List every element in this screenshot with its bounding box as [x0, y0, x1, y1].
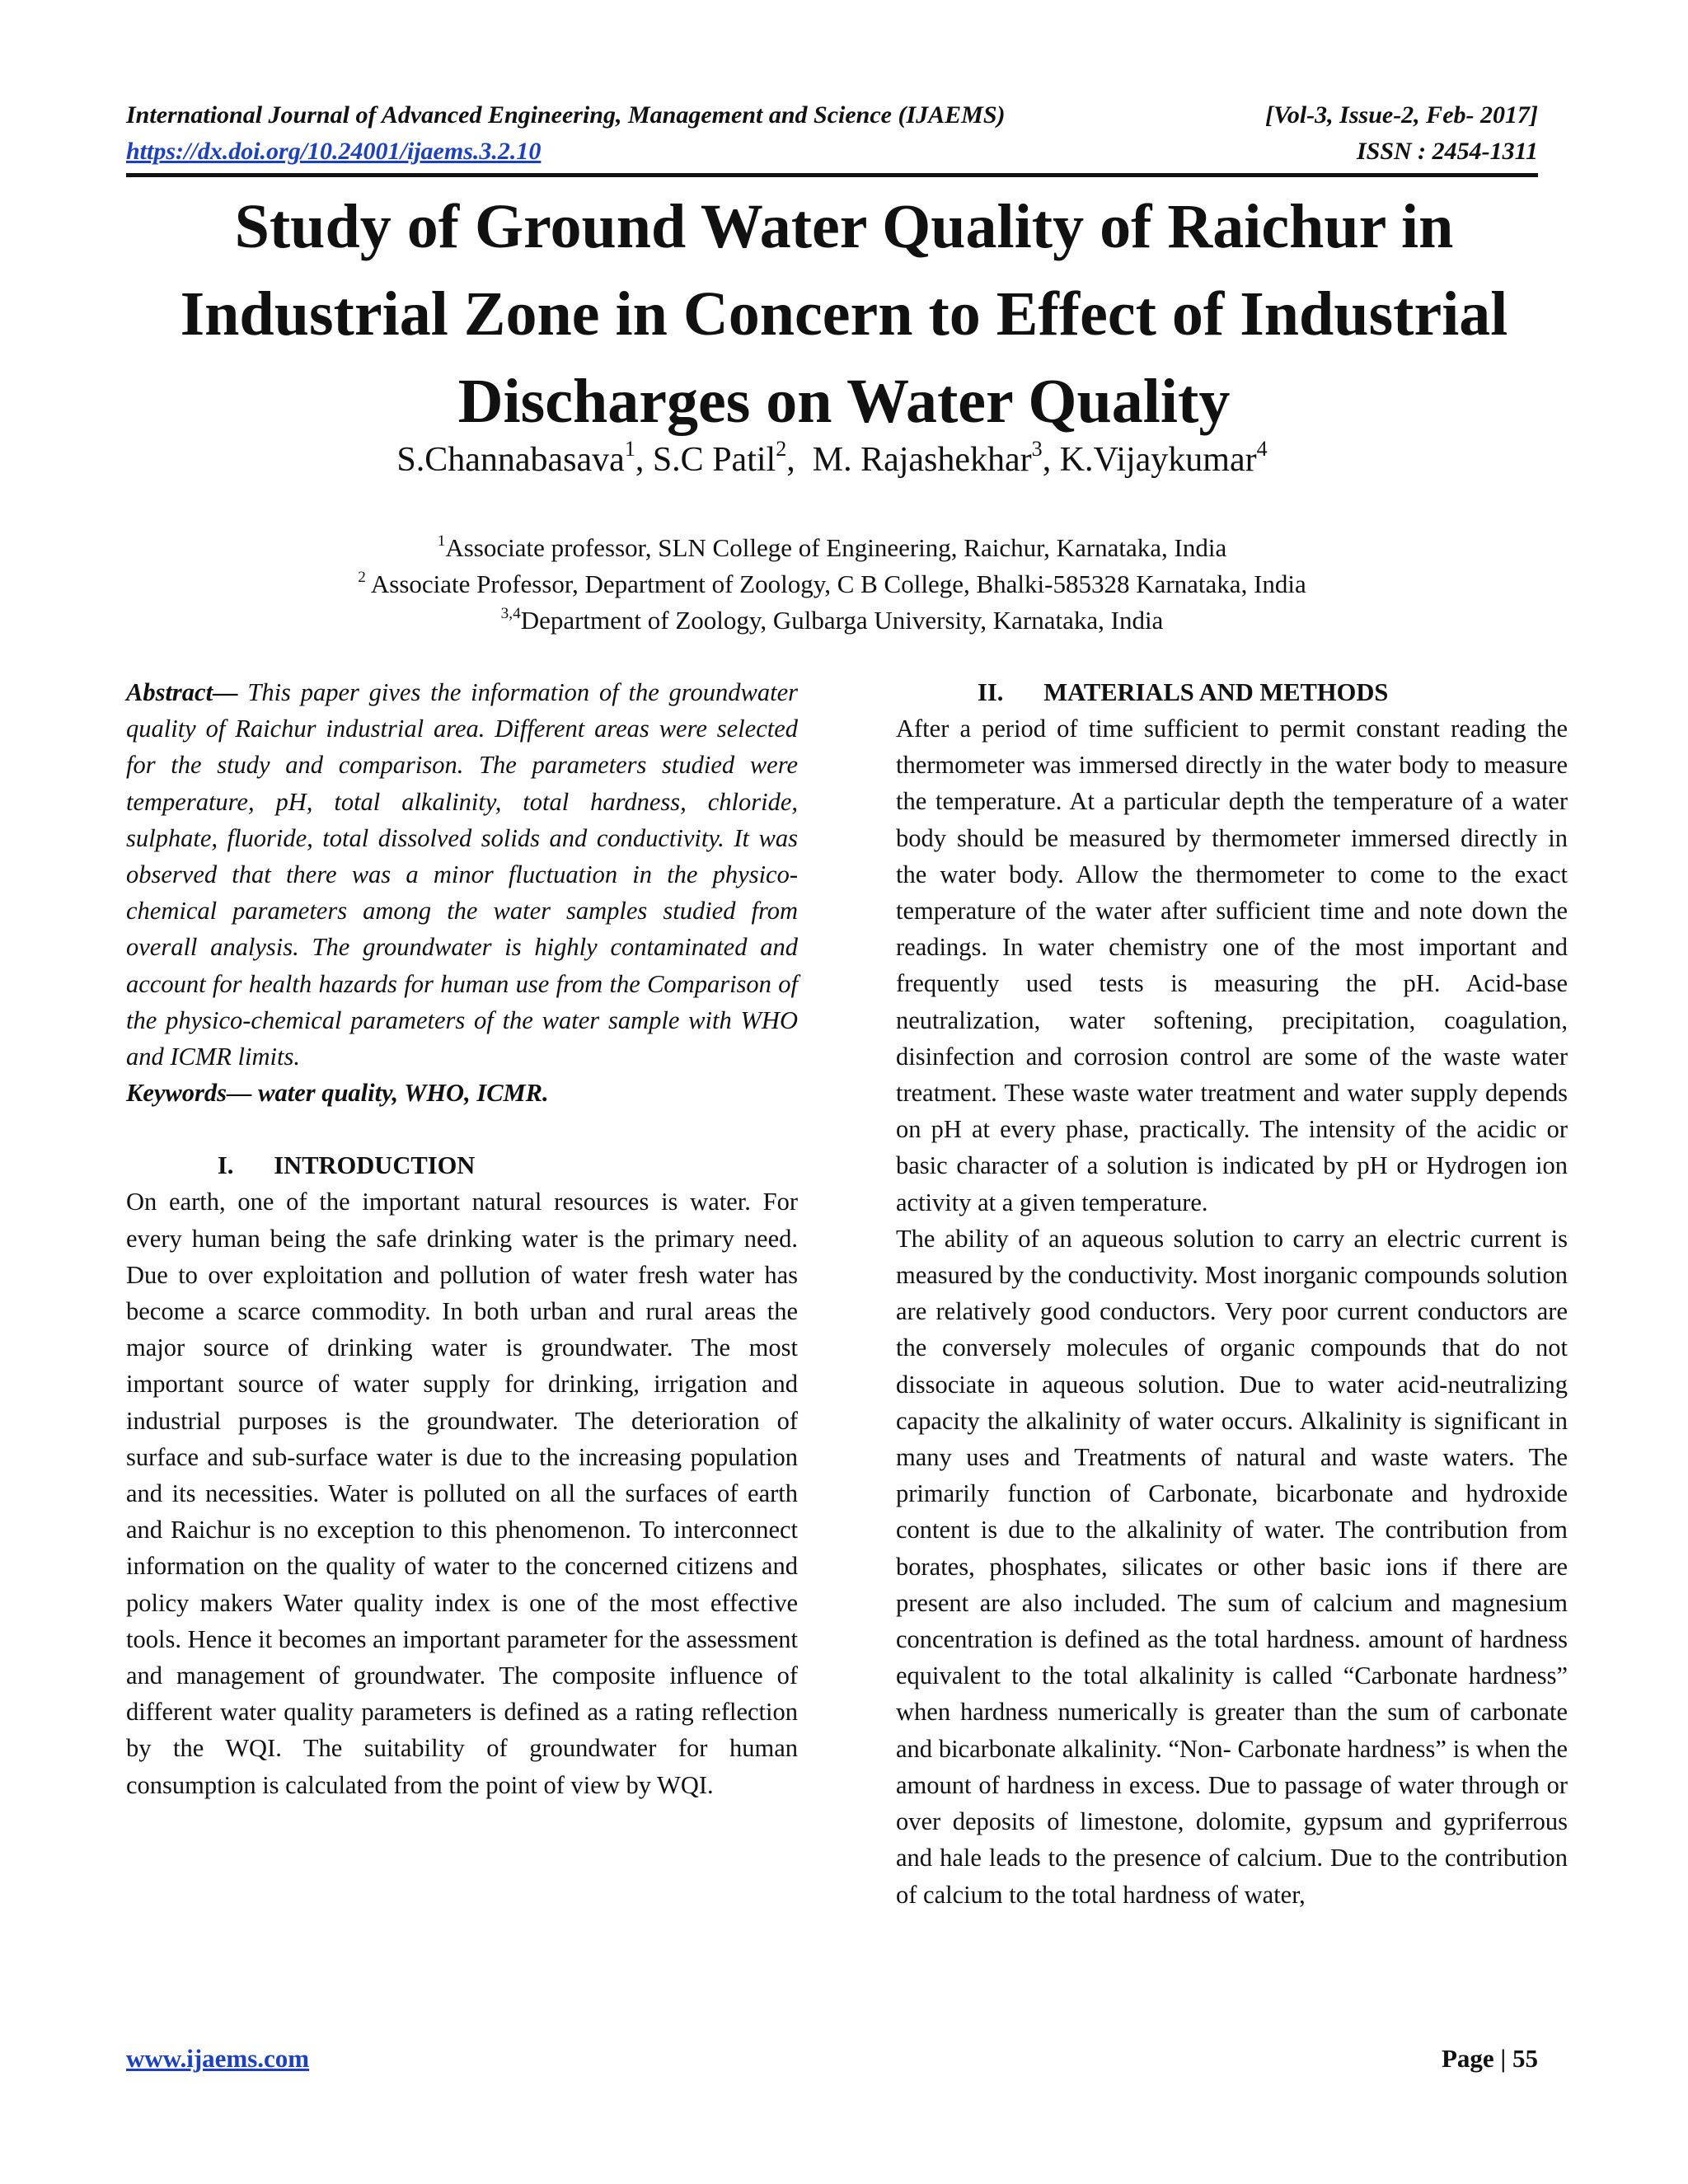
intro-paragraph: On earth, one of the important natural resources is water. For every human being the safe drinking water is the primary need. Due to over exploitation and pollution of water fresh water has become a scarce commodity. In both urban and rural areas the major source of drinking water is groundwater. The most important source of water supply for drinking, irrigation and industrial purposes is the groundwater. The deterioration of surface and sub-surface water is due to the increasing population and its necessities. Water is polluted on all the surfaces of earth and Raichur is no exception to this phenomenon. To interconnect information on the quality of water to the concerned citizens and policy makers Water quality index is one of the most effective tools. Hence it becomes an important parameter for the assessment and management of groundwater. The composite influence of different water quality parameters is defined as a rating reflection by the WQI. The suitability of groundwater for human consumption is calculated from the point of view by WQI. — [126, 1188, 798, 1799]
page-number: Page | 55 — [1441, 2044, 1538, 2073]
right-column — [896, 674, 1568, 1913]
volume-info: [Vol-3, Issue-2, Feb- 2017] — [1265, 101, 1538, 129]
author-sup: 2 — [776, 437, 787, 462]
section-number: I. — [217, 1151, 234, 1180]
page-footer — [126, 2044, 1538, 2074]
section-heading-introduction — [126, 1147, 798, 1183]
doi-link[interactable]: https://dx.doi.org/10.24001/ijaems.3.2.10 — [126, 138, 542, 165]
paper-title: Study of Ground Water Quality of Raichur in Industrial Zone in Concern to Effect of Industrial Discharges on Water Quality — [180, 192, 1508, 436]
affiliation-text: Department of Zoology, Gulbarga University, Karnataka, India — [520, 606, 1164, 635]
author-name: S.Channabasava — [396, 441, 625, 479]
journal-name: International Journal of Advanced Engineering, Management and Science (IJAEMS) — [126, 101, 1006, 129]
affiliation-sup: 3,4 — [500, 604, 521, 622]
methods-paragraph-1: After a period of time sufficient to permit constant reading the thermometer was immersed directly in the water body to measure the temperature. At a particular depth the temperature of a water body should be measured by thermometer immersed directly in the water body. Allow the thermometer to come to the exact temperature of the water after sufficient time and note down the readings. In water chemistry one of the most important and frequently used tests is measuring the pH. Acid-base neutralization, water softening, precipitation, coagulation, disinfection and corrosion control are some of the waste water treatment. These waste water treatment and water supply depends on pH at every phase, practically. The intensity of the acidic or basic character of a solution is indicated by pH or Hydrogen ion activity at a given temperature. — [896, 715, 1568, 1216]
section-title: MATERIALS AND METHODS — [1043, 678, 1389, 706]
author-sup: 3 — [1031, 437, 1043, 462]
journal-header — [126, 97, 1538, 170]
affiliation-line — [126, 566, 1538, 602]
issn: ISSN : 2454-1311 — [1356, 138, 1538, 165]
abstract — [126, 674, 798, 1075]
website-link[interactable]: www.ijaems.com — [126, 2044, 310, 2073]
author-sup: 4 — [1256, 437, 1268, 462]
abstract-lead: Abstract— — [126, 678, 238, 706]
affiliation-text: Associate Professor, Department of Zoology, C B College, Bhalki-585328 Karnataka, India — [365, 569, 1306, 598]
affiliations — [126, 530, 1538, 639]
abstract-text: This paper gives the information of the groundwater quality of Raichur industrial area. Different areas were selected for the study and comparison. The parameters studied were temperature, pH, total alkalinity, total hardness, chloride, sulphate, fluoride, total dissolved solids and conductivity. It was observed that there was a minor fluctuation in the physico-chemical parameters among the water samples studied from overall analysis. The groundwater is highly contaminated and account for health hazards for human use from the Comparison of the physico-chemical parameters of the water sample with WHO and ICMR limits. — [126, 678, 798, 1071]
affiliation-line — [126, 602, 1538, 639]
section-heading-materials — [896, 674, 1568, 710]
affiliation-sup: 1 — [437, 532, 446, 550]
affiliation-text: Associate professor, SLN College of Engineering, Raichur, Karnataka, India — [445, 533, 1227, 562]
author-name: M. Rajashekhar — [812, 441, 1032, 479]
left-column — [126, 674, 798, 1803]
author-sup: 1 — [624, 437, 635, 462]
affiliation-line — [126, 530, 1538, 566]
author-name: S.C Patil — [652, 441, 776, 479]
header-rule — [126, 173, 1538, 177]
author-name: K.Vijaykumar — [1059, 441, 1257, 479]
author-list: S.Channabasava$^1$, S.C Patil$^2$, M. Rajashekhar$^3$, K.Vijaykumar$^4$ — [396, 437, 1268, 479]
keywords: Keywords— water quality, WHO, ICMR. — [126, 1079, 549, 1108]
section-number: II. — [978, 678, 1004, 706]
methods-paragraph-2: The ability of an aqueous solution to carry an electric current is measured by the conductivity. Most inorganic compounds solution are relatively good conductors. Very poor current conductors are the conversely molecules of organic compounds that do not dissociate in aqueous solution. Due to water acid-neutralizing capacity the alkalinity of water occurs. Alkalinity is significant in many uses and Treatments of natural and waste waters. The primarily function of Carbonate, bicarbonate and hydroxide content is due to the alkalinity of water. The contribution from borates, phosphates, silicates or other basic ions if there are present are also included. The sum of calcium and magnesium concentration is defined as the total hardness. amount of hardness equivalent to the total alkalinity is called “Carbonate hardness” when hardness numerically is greater than the sum of carbonate and bicarbonate alkalinity. “Non- Carbonate hardness” is when the amount of hardness in excess. Due to passage of water through or over deposits of limestone, dolomite, gypsum and gypriferrous and hale leads to the presence of calcium. Due to the contribution of calcium to the total hardness of water, — [896, 1224, 1568, 1909]
affiliation-sup: 2 — [358, 568, 366, 586]
section-title: INTRODUCTION — [274, 1151, 476, 1180]
